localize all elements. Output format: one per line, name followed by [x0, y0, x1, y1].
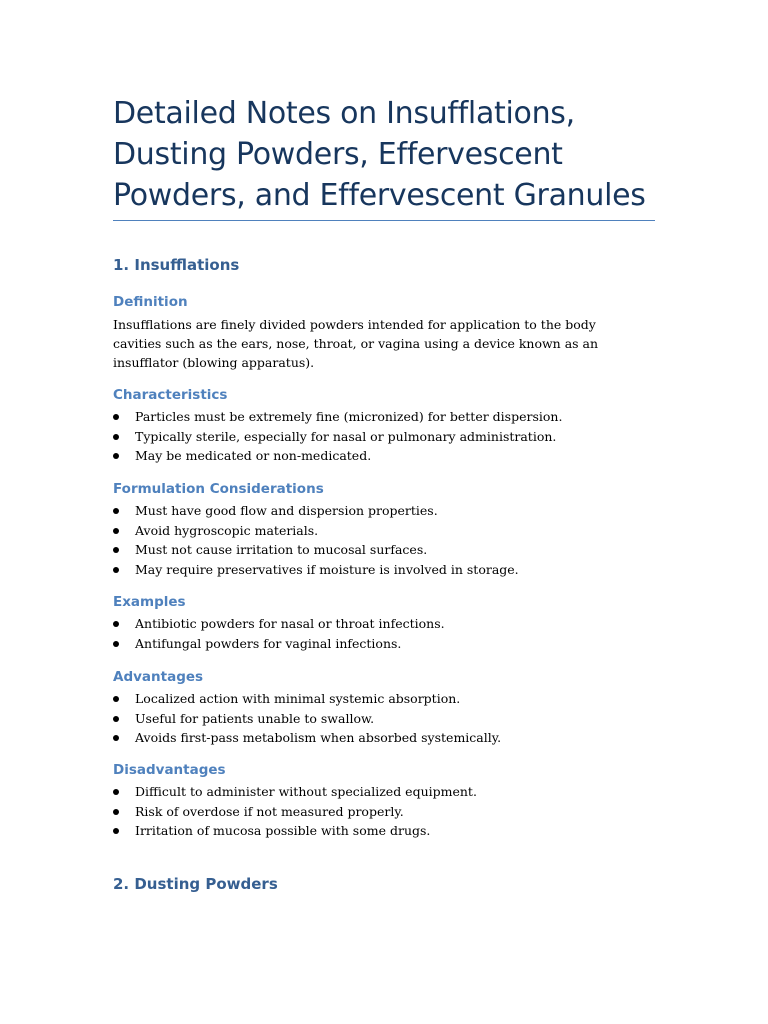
- list-item: May require preservatives if moisture is involved in storage.: [113, 560, 519, 580]
- list-item: Avoid hygroscopic materials.: [113, 521, 519, 541]
- subheading-disadvantages: Disadvantages: [113, 762, 226, 778]
- bullet-icon: [113, 621, 119, 627]
- bullet-icon: [113, 735, 119, 741]
- characteristics-list: [113, 407, 562, 466]
- examples-list: [113, 614, 445, 653]
- subheading-advantages: Advantages: [113, 669, 204, 685]
- list-item: Particles must be extremely fine (micronized) for better dispersion.: [113, 407, 562, 427]
- bullet-icon: [113, 508, 119, 514]
- list-item: Typically sterile, especially for nasal or pulmonary administration.: [113, 427, 562, 447]
- section-heading-dusting-powders: 2. Dusting Powders: [113, 875, 278, 893]
- list-item: Must not cause irritation to mucosal surfaces.: [113, 540, 519, 560]
- bullet-icon: [113, 789, 119, 795]
- subheading-definition: Definition: [113, 294, 188, 310]
- section-heading-insufflations: 1. Insufflations: [113, 256, 240, 274]
- bullet-icon: [113, 547, 119, 553]
- bullet-icon: [113, 528, 119, 534]
- bullet-icon: [113, 828, 119, 834]
- list-item: May be medicated or non-medicated.: [113, 446, 562, 466]
- disadvantages-list: [113, 782, 477, 841]
- bullet-icon: [113, 567, 119, 573]
- list-item: Risk of overdose if not measured properly.: [113, 802, 477, 822]
- advantages-list: [113, 689, 501, 748]
- list-item: Irritation of mucosa possible with some drugs.: [113, 821, 477, 841]
- list-item: Antibiotic powders for nasal or throat infections.: [113, 614, 445, 634]
- subheading-examples: Examples: [113, 594, 186, 610]
- list-item: Antifungal powders for vaginal infections.: [113, 634, 445, 654]
- bullet-icon: [113, 414, 119, 420]
- bullet-icon: [113, 716, 119, 722]
- document-title: Detailed Notes on Insufflations, Dusting Powders, Effervescent Powders, and Effervescent Granules: [113, 96, 646, 213]
- bullet-icon: [113, 696, 119, 702]
- bullet-icon: [113, 641, 119, 647]
- bullet-icon: [113, 434, 119, 440]
- list-item: Localized action with minimal systemic absorption.: [113, 689, 501, 709]
- subheading-formulation-considerations: Formulation Considerations: [113, 481, 324, 497]
- list-item: Difficult to administer without specialized equipment.: [113, 782, 477, 802]
- list-item: Useful for patients unable to swallow.: [113, 709, 501, 729]
- subheading-characteristics: Characteristics: [113, 387, 228, 403]
- bullet-icon: [113, 453, 119, 459]
- bullet-icon: [113, 809, 119, 815]
- list-item: Must have good flow and dispersion properties.: [113, 501, 519, 521]
- title-underline: [113, 220, 655, 221]
- formulation-list: [113, 501, 519, 579]
- list-item: Avoids first-pass metabolism when absorbed systemically.: [113, 728, 501, 748]
- definition-paragraph: Insufflations are finely divided powders intended for application to the body cavities such as the ears, nose, throat, or vagina using a device known as an insufflator (blowing apparatus).: [113, 317, 599, 370]
